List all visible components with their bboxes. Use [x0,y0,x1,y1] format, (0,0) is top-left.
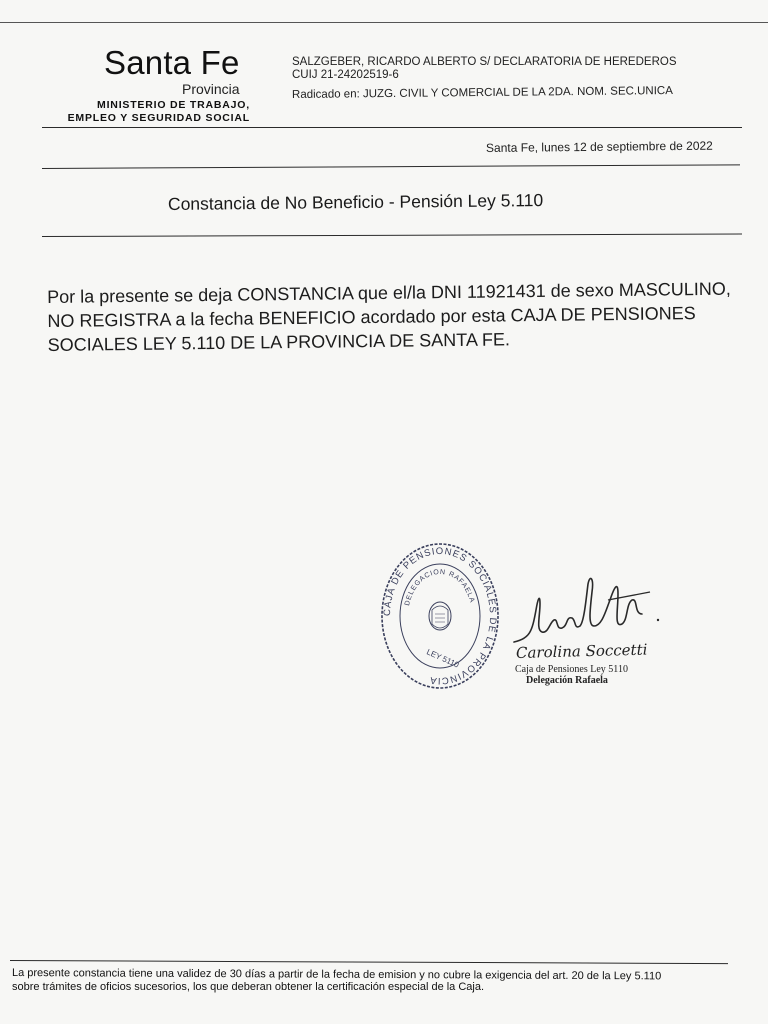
case-title: SALZGEBER, RICARDO ALBERTO S/ DECLARATORIA DE HEREDEROS [292,56,677,68]
top-edge-rule [0,22,768,23]
case-court: Radicado en: JUZG. CIVIL Y COMERCIAL DE LA 2DA. NOM. SEC.UNICA [291,85,673,101]
case-cuij: CUIJ 21-24202519-6 [292,69,399,81]
seal-law-text: LEY 5110 [425,647,461,670]
seal-outer-textpath: CAJA DE PENSIONES SOCIALES DE LA PROVINCIA [381,545,499,687]
issue-date: Santa Fe, lunes 12 de septiembre de 2022 [485,138,713,155]
document-title: Constancia de No Beneficio - Pensión Ley 5.110 [167,190,544,214]
seal-emblem-icon [429,602,451,630]
brand-logo-text: Santa Fe [104,44,240,81]
signer-organization: Caja de Pensiones Ley 5110 [515,664,628,675]
handwritten-signature [510,570,670,650]
seal-outer-text [382,546,498,686]
official-seal [378,540,502,692]
certificate-body: Por la presente se deja CONSTANCIA que el/la DNI 11921431 de sexo MASCULINO, NO REGISTRA a la fecha BENEFICIO acordado por esta CAJA DE PENSIONES SOCIALES LEY 5.110 DE LA PROVINCIA DE SANTA FE. [47,278,731,355]
header-divider [42,127,742,128]
ministry-name [54,99,250,125]
brand-subtitle: Provincia [182,81,240,97]
seal-inner-textpath: DELEGACION RAFAELA [403,568,476,607]
signer-delegation: Delegación Rafaela [526,675,608,686]
footer-note [12,966,742,994]
signer-name: Carolina Soccetti [515,640,648,662]
footer-line-2: sobre trámites de oficios sucesorios, los que deberan obtener la certificación especial de la Caja. [12,981,485,993]
footer-line-1: La presente constancia tiene una validez de 30 días a partir de la fecha de emision y no cubre la exigencia del art. 20 de la Ley 5.110 [11,967,662,983]
footer-divider [10,960,728,964]
ministry-line-2: EMPLEO Y SEGURIDAD SOCIAL [67,112,250,124]
ministry-line-1: MINISTERIO DE TRABAJO, [97,99,250,111]
date-divider [42,164,740,169]
title-divider [42,234,742,237]
